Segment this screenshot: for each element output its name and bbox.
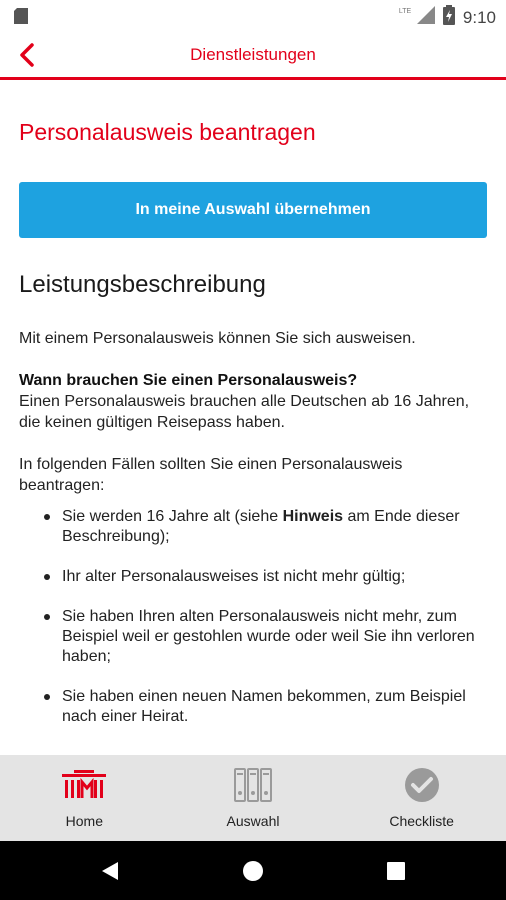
nav-item-auswahl[interactable] — [169, 755, 338, 841]
nav-label: Checkliste — [389, 813, 454, 829]
section-title: Leistungsbeschreibung — [19, 271, 266, 298]
cases-intro-paragraph: In folgenden Fällen sollten Sie einen Personalausweis beantragen: — [19, 456, 403, 494]
bullet-dot — [44, 694, 50, 700]
back-triangle-icon — [98, 859, 122, 883]
list-item — [19, 507, 487, 547]
app-bar-title: Dienstleistungen — [190, 45, 316, 64]
system-navigation-bar — [0, 841, 506, 900]
nav-item-checkliste[interactable] — [337, 755, 506, 841]
status-icons — [398, 5, 496, 30]
bullet-text: Ihr alter Personalausweises ist nicht mehr gültig; — [62, 568, 406, 585]
bullet-text: Sie haben Ihren alten Personalausweis nicht mehr, zum Beispiel weil er gestohlen wurde oder weil Sie ihn verloren haben; — [62, 608, 475, 665]
recents-square-icon — [384, 859, 408, 883]
home-circle-icon — [241, 859, 265, 883]
status-bar — [0, 0, 506, 32]
list-item — [19, 607, 487, 667]
bottom-navigation — [0, 755, 506, 841]
bullet-text: Sie werden 16 Jahre alt (siehe — [62, 508, 283, 525]
nav-label: Auswahl — [226, 813, 280, 829]
bullet-dot — [44, 514, 50, 520]
nav-label: Home — [65, 813, 104, 829]
intro-paragraph: Mit einem Personalausweis können Sie sich ausweisen. — [19, 330, 416, 347]
clock: 9:10 — [462, 7, 496, 27]
list-item — [19, 567, 487, 587]
page-title: Personalausweis beantragen — [19, 119, 316, 145]
folders-icon — [231, 767, 275, 803]
answer-paragraph: Einen Personalausweis brauchen alle Deutschen ab 16 Jahren, die keinen gültigen Reisepass haben. — [19, 393, 470, 431]
bullet-dot — [44, 614, 50, 620]
system-recents-button[interactable] — [384, 859, 408, 883]
system-back-button[interactable] — [98, 859, 122, 883]
nav-item-home[interactable] — [0, 755, 169, 841]
cases-list — [19, 507, 487, 727]
check-circle-icon — [400, 767, 444, 803]
signal-icon — [398, 6, 435, 29]
network-type: LTE — [398, 8, 412, 15]
list-item — [19, 687, 487, 727]
battery-icon — [443, 5, 455, 30]
question-heading: Wann brauchen Sie einen Personalausweis? — [19, 372, 358, 389]
sd-card-icon — [14, 8, 28, 29]
bullet-text: am Ende dieser Beschreibung); — [62, 508, 460, 545]
app-bar — [0, 32, 506, 80]
hint-reference: Hinweis — [282, 508, 344, 525]
system-home-button[interactable] — [241, 859, 265, 883]
bullet-dot — [44, 574, 50, 580]
bullet-text: Sie haben einen neuen Namen bekommen, zum Beispiel nach einer Heirat. — [62, 688, 466, 725]
add-to-selection-button[interactable]: In meine Auswahl übernehmen — [19, 182, 487, 238]
home-logo-icon — [62, 767, 106, 803]
service-detail-content[interactable] — [0, 83, 506, 755]
